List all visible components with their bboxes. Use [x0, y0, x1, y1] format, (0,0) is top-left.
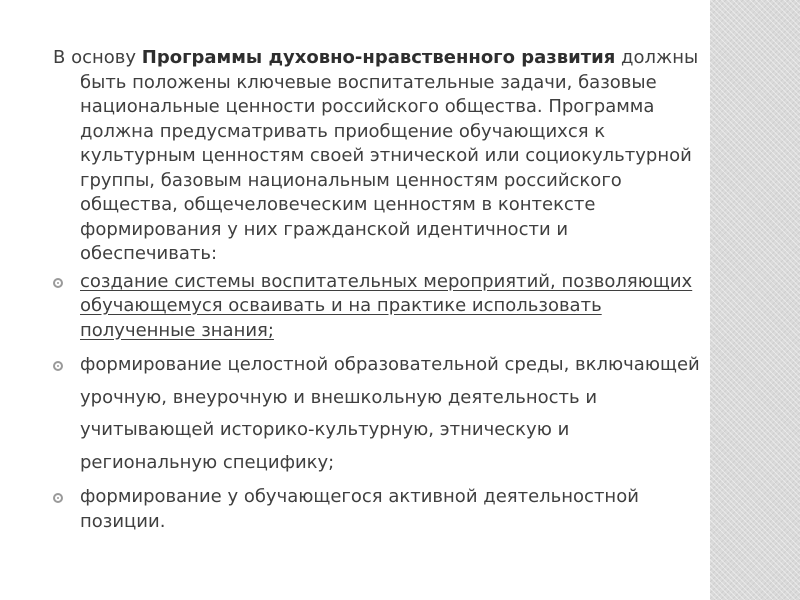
bullet-icon	[53, 493, 63, 503]
intro-prefix: В основу	[53, 47, 142, 68]
slide-body	[53, 46, 703, 534]
program-title: Программы духовно-нравственного развития	[141, 47, 616, 68]
bullet-text: создание системы воспитательных мероприятий, позволяющих обучающемуся осваивать и на практике использовать полученные знания;	[80, 270, 693, 341]
decorative-side-panel	[710, 0, 800, 600]
bullet-text: формирование целостной образовательной среды, включающей урочную, внеурочную и внешкольную деятельность и учитывающей историко-культурную, этническую и региональную специфику;	[80, 354, 700, 473]
bullet-icon	[53, 361, 63, 371]
bullet-item-1	[53, 270, 703, 344]
bullet-icon	[53, 278, 63, 288]
bullet-item-3	[53, 485, 703, 534]
intro-text: должны быть положены ключевые воспитательные задачи, базовые национальные ценности российского общества. Программа должна предусматривать приобщение обучающихся к культурным ценностям своей этнической или социокультурной группы, базовым национальным ценностям российского общества, общечеловеческим ценностям в контексте формирования у них гражданской идентичности и обеспечивать:	[80, 47, 699, 264]
bullet-text: формирование у обучающегося активной деятельностной позиции.	[80, 486, 639, 532]
bullet-item-2	[53, 349, 703, 479]
intro-paragraph	[53, 46, 703, 267]
